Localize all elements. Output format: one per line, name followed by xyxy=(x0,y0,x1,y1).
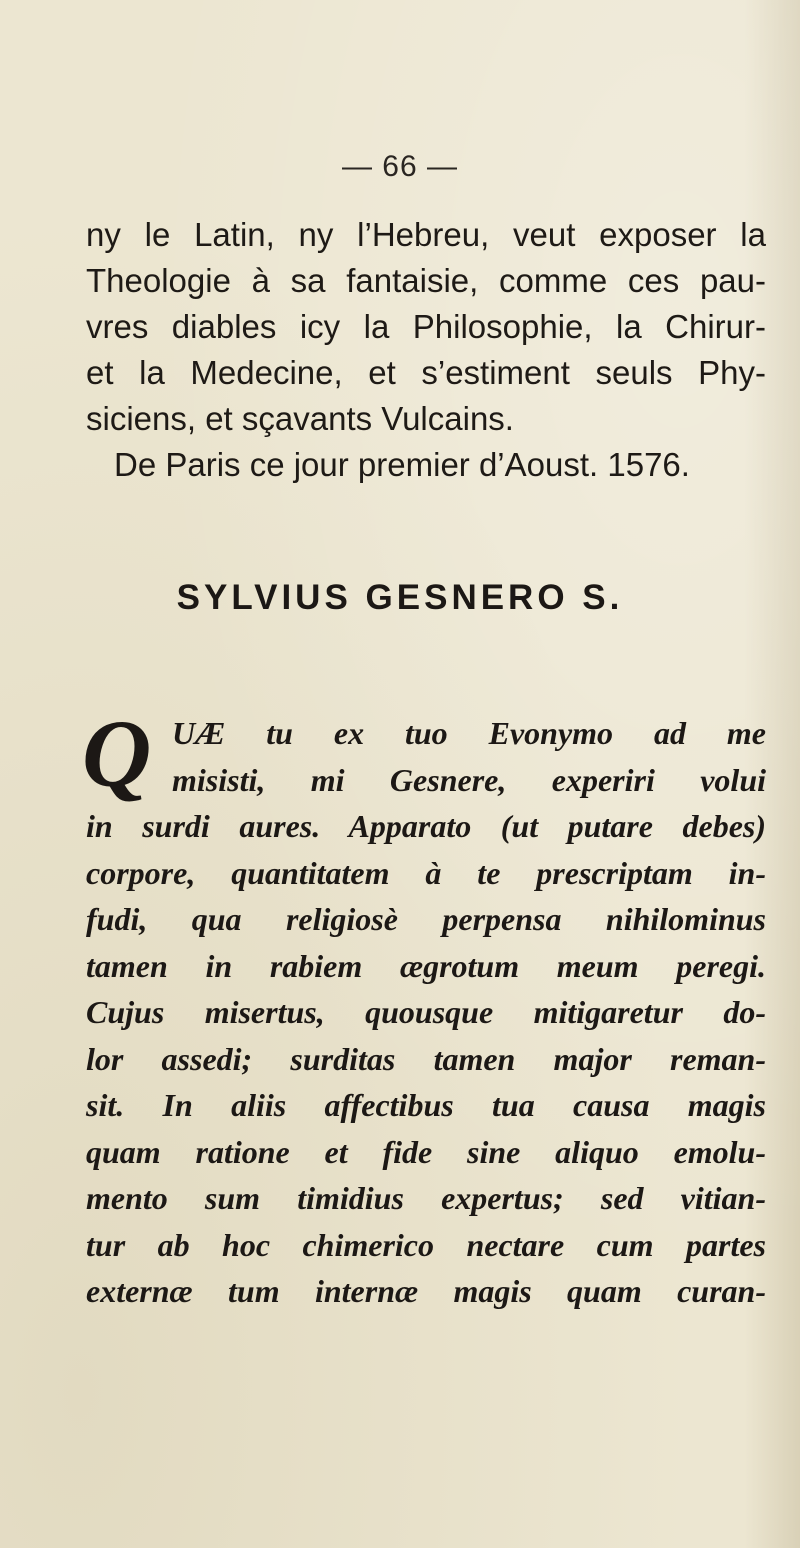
text-line: lor assedi; surditas tamen major reman- xyxy=(86,1040,766,1077)
text-line: misisti, mi Gesnere, experiri volui xyxy=(172,761,766,798)
letter-heading: SYLVIUS GESNERO S. xyxy=(176,578,624,617)
text-line: siciens, et sçavants Vulcains. xyxy=(86,400,514,437)
french-paragraph xyxy=(86,212,766,488)
text-line: quam ratione et fide sine aliquo emolu- xyxy=(86,1133,766,1170)
text-line: UÆ tu ex tuo Evonymo ad me xyxy=(172,715,766,751)
text-line: externæ tum internæ magis quam curan- xyxy=(86,1273,766,1309)
text-line: Cujus misertus, quousque mitigaretur do- xyxy=(86,994,766,1030)
text-line: mento sum timidius expertus; sed vitian- xyxy=(86,1180,766,1216)
latin-paragraph xyxy=(86,710,766,1315)
text-line: tamen in rabiem ægrotum meum peregi. xyxy=(86,947,766,984)
text-line: et la Medecine, et s’estiment seuls Phy- xyxy=(86,354,766,391)
text-line: vres diables icy la Philosophie, la Chirur- xyxy=(86,308,766,345)
text-line: fudi, qua religiosè perpensa nihilominus xyxy=(86,901,766,937)
text-line: Theologie à sa fantaisie, comme ces pau- xyxy=(86,262,766,299)
drop-cap: Q xyxy=(82,700,152,807)
text-line: in surdi aures. Apparato (ut putare debes) xyxy=(86,808,766,844)
text-line: tur ab hoc chimerico nectare cum partes xyxy=(86,1226,766,1263)
text-line: sit. In aliis affectibus tua causa magis xyxy=(86,1087,766,1123)
page-number: — 66 — xyxy=(341,150,459,183)
text-line: ny le Latin, ny l’Hebreu, veut exposer la xyxy=(86,216,766,253)
dateline: De Paris ce jour premier d’Aoust. 1576. xyxy=(114,446,690,483)
text-line: corpore, quantitatem à te prescriptam in- xyxy=(86,854,766,891)
